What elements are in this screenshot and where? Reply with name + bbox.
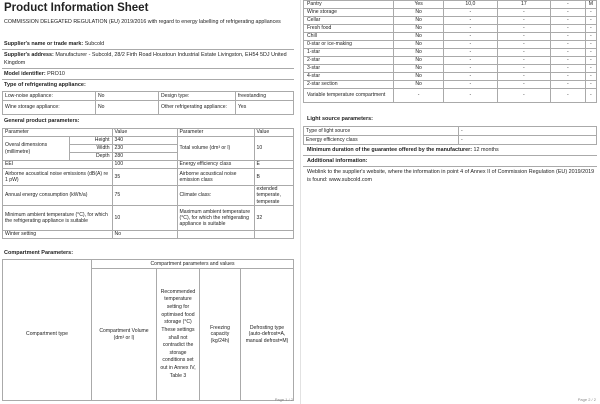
page-footer: Page 1 / 2 bbox=[274, 397, 293, 402]
param-name: Energy efficiency class bbox=[177, 161, 254, 169]
param-name: Airborne acoustical noise emissions (dB(A) re 1 pW) bbox=[3, 169, 113, 186]
divider bbox=[2, 49, 294, 50]
model-identifier-label: Model identifier: bbox=[4, 71, 46, 77]
type-cell: Wine storage appliance: bbox=[3, 101, 96, 115]
compartment-value: - bbox=[444, 33, 498, 41]
light-param: Type of light source bbox=[304, 127, 459, 136]
sheet-title: Product Information Sheet bbox=[4, 2, 149, 14]
param-header: Parameter bbox=[3, 129, 113, 137]
compartment-value: No bbox=[394, 73, 444, 81]
compartment-name: Fresh food bbox=[304, 25, 394, 33]
param-name: EEI bbox=[3, 161, 113, 169]
comp-header: Defrosting type (auto-defrost=A, manual defrost=M) bbox=[241, 269, 294, 401]
dimension-value: 340 bbox=[112, 137, 177, 145]
comp-header: Compartment Volume (dm³ or l) bbox=[92, 269, 157, 401]
compartment-value: - bbox=[585, 57, 596, 65]
supplier-address-field bbox=[4, 52, 292, 68]
param-name: Winter setting bbox=[3, 231, 113, 239]
compartment-value: No bbox=[394, 81, 444, 89]
compartment-value: - bbox=[497, 65, 550, 73]
compartment-value: - bbox=[551, 49, 586, 57]
compartment-value: - bbox=[497, 33, 550, 41]
compartment-value: 17 bbox=[497, 1, 550, 9]
supplier-name-field bbox=[4, 41, 104, 47]
compartment-value: - bbox=[585, 17, 596, 25]
type-cell: Yes bbox=[236, 101, 294, 115]
compartment-value: - bbox=[497, 25, 550, 33]
guarantee-value: 12 months bbox=[473, 147, 499, 153]
compartment-name: Variable temperature compartment bbox=[304, 89, 394, 103]
param-name: Airborne acoustical noise emission class bbox=[177, 169, 254, 186]
dimension-name: Width bbox=[70, 145, 113, 153]
compartment-name: 4-star bbox=[304, 73, 394, 81]
compartment-value: - bbox=[444, 41, 498, 49]
compartment-value: No bbox=[394, 9, 444, 17]
compartment-row bbox=[304, 57, 597, 65]
type-section-heading: Type of refrigerating appliance: bbox=[4, 82, 86, 88]
compartment-value: - bbox=[551, 1, 586, 9]
compartment-row bbox=[304, 81, 597, 89]
compartment-value: - bbox=[551, 25, 586, 33]
param-header: Value bbox=[112, 129, 177, 137]
type-cell: No bbox=[96, 101, 159, 115]
compartment-value: - bbox=[444, 17, 498, 25]
divider bbox=[303, 166, 597, 167]
param-header: Value bbox=[254, 129, 293, 137]
compartment-value: No bbox=[394, 57, 444, 65]
type-cell: freestanding bbox=[236, 92, 294, 101]
additional-info-heading: Additional information: bbox=[307, 158, 368, 164]
compartment-name: 2-star bbox=[304, 57, 394, 65]
compartment-name: 3-star bbox=[304, 65, 394, 73]
compartment-name: 2-star section bbox=[304, 81, 394, 89]
compartment-value: No bbox=[394, 25, 444, 33]
dimension-name: Depth bbox=[70, 153, 113, 161]
light-param: Energy efficiency class bbox=[304, 136, 459, 145]
param-name: Annual energy consumption (kWh/a) bbox=[3, 186, 113, 206]
compartment-value: - bbox=[551, 89, 586, 103]
compartment-value: - bbox=[551, 33, 586, 41]
compartment-row bbox=[304, 17, 597, 25]
compartment-value: - bbox=[444, 25, 498, 33]
page-divider bbox=[300, 0, 301, 404]
compartment-value: - bbox=[444, 89, 498, 103]
compartment-value: - bbox=[497, 9, 550, 17]
divider bbox=[2, 68, 294, 69]
type-cell: Low-noise appliance: bbox=[3, 92, 96, 101]
param-value: E bbox=[254, 161, 293, 169]
compartment-value: - bbox=[585, 81, 596, 89]
param-name bbox=[177, 231, 254, 239]
compartment-name: Cellar bbox=[304, 17, 394, 25]
compartment-row bbox=[304, 65, 597, 73]
compartment-value: - bbox=[497, 41, 550, 49]
compartment-value: - bbox=[585, 25, 596, 33]
compartment-value: - bbox=[444, 57, 498, 65]
compartment-value: - bbox=[497, 89, 550, 103]
compartment-value: - bbox=[551, 41, 586, 49]
compartment-value: - bbox=[444, 81, 498, 89]
divider bbox=[303, 155, 597, 156]
param-value bbox=[254, 231, 293, 239]
supplier-name-label: Supplier's name or trade mark: bbox=[4, 41, 84, 47]
compartment-row bbox=[304, 1, 597, 9]
compartment-parameters-table bbox=[2, 259, 294, 401]
compartment-value: No bbox=[394, 17, 444, 25]
compartment-values-table bbox=[303, 0, 597, 103]
comp-span-header: Compartment parameters and values bbox=[92, 260, 294, 269]
dimension-value: 280 bbox=[112, 153, 177, 161]
compartment-row bbox=[304, 73, 597, 81]
compartment-value: No bbox=[394, 41, 444, 49]
compartment-row bbox=[304, 25, 597, 33]
regulation-text: COMMISSION DELEGATED REGULATION (EU) 2019/2016 with regard to energy labelling of refrigerating appliances bbox=[4, 19, 281, 25]
compartment-section-heading: Compartment Parameters: bbox=[4, 250, 74, 256]
compartment-row bbox=[304, 9, 597, 17]
model-identifier-value: PRO10 bbox=[47, 71, 65, 77]
compartment-value: - bbox=[444, 73, 498, 81]
compartment-value: - bbox=[585, 9, 596, 17]
supplier-name-value: Subcold bbox=[84, 41, 105, 47]
compartment-value: - bbox=[585, 89, 596, 103]
compartment-value: - bbox=[394, 89, 444, 103]
compartment-name: 0-star or ice-making bbox=[304, 41, 394, 49]
param-value: extended temperate, temperate bbox=[254, 186, 293, 206]
compartment-value: - bbox=[497, 73, 550, 81]
compartment-value: - bbox=[497, 57, 550, 65]
compartment-value: No bbox=[394, 49, 444, 57]
compartment-value: M bbox=[585, 1, 596, 9]
dimension-name: Height bbox=[70, 137, 113, 145]
compartment-value: - bbox=[444, 9, 498, 17]
param-value: 32 bbox=[254, 206, 293, 231]
param-value: 35 bbox=[112, 169, 177, 186]
light-source-table bbox=[303, 126, 597, 145]
param-header: Parameter bbox=[177, 129, 254, 137]
guarantee-field bbox=[307, 147, 499, 153]
type-cell: Other refrigerating appliance: bbox=[159, 101, 236, 115]
type-cell: No bbox=[96, 92, 159, 101]
page-two bbox=[303, 0, 600, 404]
compartment-row bbox=[304, 49, 597, 57]
page-one bbox=[0, 0, 297, 404]
compartment-value: - bbox=[551, 81, 586, 89]
divider bbox=[2, 79, 294, 80]
compartment-value: - bbox=[551, 65, 586, 73]
compartment-value: - bbox=[551, 9, 586, 17]
light-section-heading: Light source parameters: bbox=[307, 116, 374, 122]
compartment-name: 1-star bbox=[304, 49, 394, 57]
compartment-row bbox=[304, 89, 597, 103]
param-value: No bbox=[112, 231, 177, 239]
additional-info-text: Weblink to the supplier's website, where the information in point 4 of Annex II of Commission Regulation (EU) 2019/2019 is found: www.subcold.com bbox=[307, 169, 595, 183]
total-volume-value: 10 bbox=[254, 137, 293, 161]
compartment-value: - bbox=[444, 49, 498, 57]
general-section-heading: General product parameters: bbox=[4, 118, 80, 124]
dimension-value: 230 bbox=[112, 145, 177, 153]
light-value: - bbox=[459, 136, 597, 145]
comp-header: Freezing capacity (kg/24h) bbox=[200, 269, 241, 401]
compartment-value: - bbox=[585, 49, 596, 57]
compartment-value: - bbox=[585, 73, 596, 81]
compartment-value: - bbox=[497, 49, 550, 57]
compartment-value: 10,0 bbox=[444, 1, 498, 9]
compartment-value: No bbox=[394, 33, 444, 41]
model-identifier-field bbox=[4, 71, 65, 77]
general-parameters-table bbox=[2, 128, 294, 239]
guarantee-label: Minimum duration of the guarantee offered by the manufacturer: bbox=[307, 147, 473, 153]
comp-header: Compartment type bbox=[3, 269, 92, 401]
overall-dimensions-label: Overal dimensions (millimetre) bbox=[3, 137, 70, 161]
param-name: Minimum ambient temperature (°C), for which the refrigerating appliance is suitable bbox=[3, 206, 113, 231]
param-value: 75 bbox=[112, 186, 177, 206]
compartment-row bbox=[304, 33, 597, 41]
appliance-type-table bbox=[2, 91, 294, 115]
param-value: B bbox=[254, 169, 293, 186]
compartment-value: Yes bbox=[394, 1, 444, 9]
comp-header: Recommended temperature setting for optimised food storage (°C) These settings shall not contradict the storage conditions set out in Annex IV, Table 3 bbox=[157, 269, 200, 401]
compartment-value: - bbox=[585, 41, 596, 49]
compartment-name: Chill bbox=[304, 33, 394, 41]
compartment-value: - bbox=[585, 33, 596, 41]
compartment-value: - bbox=[551, 73, 586, 81]
param-value: 100 bbox=[112, 161, 177, 169]
compartment-name: Wine storage bbox=[304, 9, 394, 17]
supplier-address-value: Manufacturer - Subcold, 28/2 Firth Road Houstoun Industrial Estate Livingston, EH54 5DJ United Kingdom bbox=[4, 52, 287, 66]
compartment-value: No bbox=[394, 65, 444, 73]
total-volume-label: Total volume (dm³ or l) bbox=[177, 137, 254, 161]
compartment-value: - bbox=[585, 65, 596, 73]
type-cell: Design type: bbox=[159, 92, 236, 101]
comp-blank-cell bbox=[3, 260, 92, 269]
compartment-value: - bbox=[497, 81, 550, 89]
light-value: - bbox=[459, 127, 597, 136]
supplier-address-label: Supplier's address: bbox=[4, 52, 54, 58]
page-footer: Page 2 / 2 bbox=[577, 397, 596, 402]
compartment-value: - bbox=[497, 17, 550, 25]
param-value: 10 bbox=[112, 206, 177, 231]
param-name: Climate class: bbox=[177, 186, 254, 206]
compartment-value: - bbox=[444, 65, 498, 73]
param-name: Maximum ambient temperature (°C), for which the refrigerating appliance is suitable bbox=[177, 206, 254, 231]
compartment-value: - bbox=[551, 17, 586, 25]
compartment-value: - bbox=[551, 57, 586, 65]
compartment-name: Pantry bbox=[304, 1, 394, 9]
compartment-row bbox=[304, 41, 597, 49]
